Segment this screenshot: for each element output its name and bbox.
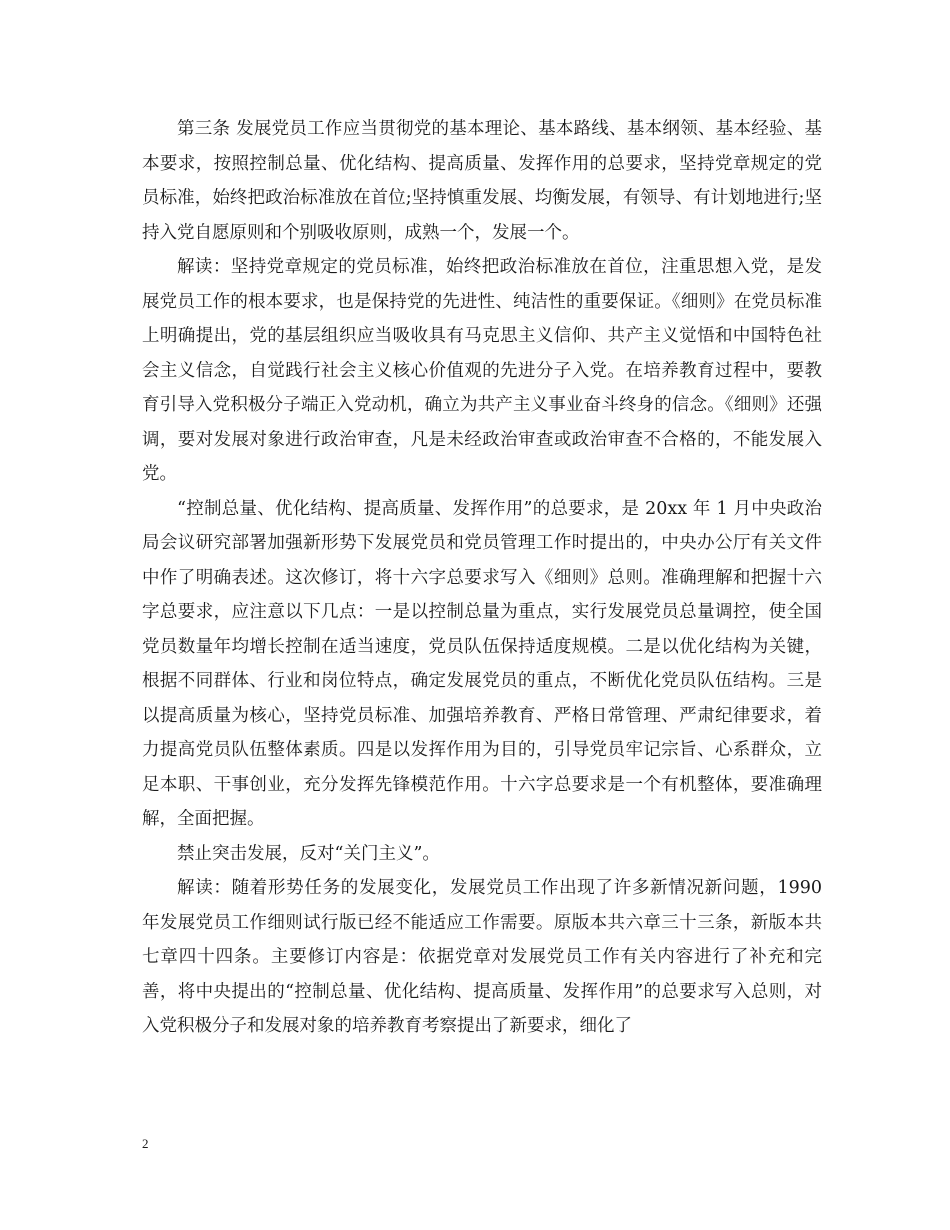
- paragraph-interpretation-1: 解读：坚持党章规定的党员标准，始终把政治标准放在首位，注重思想入党，是发展党员工作的根本要求，也是保持党的先进性、纯洁性的重要保证。《细则》在党员标准上明确提出，党的基层组织应当吸收具有马克思主义信仰、共产主义觉悟和中国特色社会主义信念，自觉践行社会主义核心价值观的先进分子入党。在培养教育过程中，要教育引导入党积极分子端正入党动机，确立为共产主义事业奋斗终身的信念。《细则》还强调，要对发展对象进行政治审查，凡是未经政治审查或政治审查不合格的，不能发展入党。: [142, 257, 822, 484]
- paragraph-interpretation-2: 解读：随着形势任务的发展变化，发展党员工作出现了许多新情况新问题，1990 年发展党员工作细则试行版已经不能适应工作需要。原版本共六章三十三条，新版本共七章四十四条。主要修订内容是：依据党章对发展党员工作有关内容进行了补充和完善，将中央提出的“控制总量、优化结构、提高质量、发挥作用”的总要求写入总则，对入党积极分子和发展对象的培养教育考察提出了新要求，细化了: [142, 878, 822, 1036]
- page-number: 2: [142, 1136, 149, 1151]
- paragraph-article-3: 第三条 发展党员工作应当贯彻党的基本理论、基本路线、基本纲领、基本经验、基本要求，按照控制总量、优化结构、提高质量、发挥作用的总要求，坚持党章规定的党员标准，始终把政治标准放在首位;坚持慎重发展、均衡发展，有领导、有计划地进行;坚持入党自愿原则和个别吸收原则，成熟一个，发展一个。: [142, 119, 822, 243]
- document-body: [142, 112, 822, 1044]
- paragraph-prohibition: 禁止突击发展，反对“关门主义”。: [177, 843, 440, 864]
- paragraph-sixteen-char-requirement: “控制总量、优化结构、提高质量、发挥作用”的总要求，是 20xx 年 1 月中央政治局会议研究部署加强新形势下发展党员和党员管理工作时提出的，中央办公厅有关文件中作了明确表述。这次修订，将十六字总要求写入《细则》总则。准确理解和把握十六字总要求，应注意以下几点：一是以控制总量为重点，实行发展党员总量调控，使全国党员数量年均增长控制在适当速度，党员队伍保持适度规模。二是以优化结构为关键，根据不同群体、行业和岗位特点，确定发展党员的重点，不断优化党员队伍结构。三是以提高质量为核心，坚持党员标准、加强培养教育、严格日常管理、严肃纪律要求，着力提高党员队伍整体素质。四是以发挥作用为目的，引导党员牢记宗旨、心系群众，立足本职、干事创业，充分发挥先锋模范作用。十六字总要求是一个有机整体，要准确理解，全面把握。: [142, 498, 822, 829]
